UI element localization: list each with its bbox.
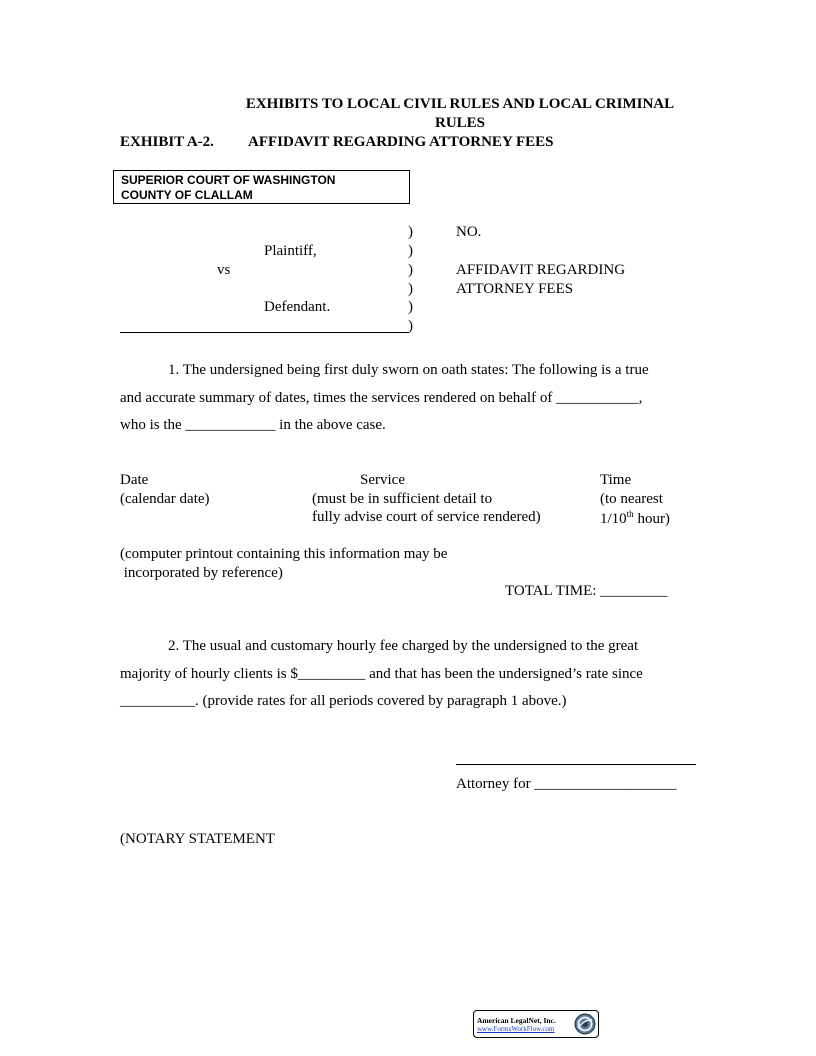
paragraph-2-line-2: majority of hourly clients is $_________ and that has been the undersigned’s rate since bbox=[120, 666, 643, 682]
exhibit-label: EXHIBIT A-2. bbox=[120, 134, 214, 150]
document-title-line-2: ATTORNEY FEES bbox=[456, 281, 574, 297]
caption-underline bbox=[120, 332, 409, 333]
exhibit-title: AFFIDAVIT REGARDING ATTORNEY FEES bbox=[248, 134, 554, 150]
defendant-label: Defendant. bbox=[264, 299, 331, 315]
caption-paren: ) bbox=[408, 318, 413, 334]
date-column-subheader: (calendar date) bbox=[120, 491, 210, 507]
caption-paren: ) bbox=[408, 262, 413, 278]
service-column-subheader-2: fully advise court of service rendered) bbox=[312, 509, 541, 525]
logo-url[interactable]: www.FormsWorkFlow.com bbox=[477, 1025, 555, 1033]
caption-paren: ) bbox=[408, 281, 413, 297]
time-column-subheader-2: 1/10th hour) bbox=[600, 509, 670, 527]
paragraph-1-line-1: 1. The undersigned being first duly sworn on oath states: The following is a true bbox=[168, 362, 649, 378]
time-column-subheader-1: (to nearest bbox=[600, 491, 663, 507]
signature-line[interactable] bbox=[456, 764, 696, 765]
printout-note-line-2: incorporated by reference) bbox=[120, 565, 283, 581]
paragraph-1-line-2: and accurate summary of dates, times the services rendered on behalf of ___________, bbox=[120, 390, 643, 406]
vs-label: vs bbox=[217, 262, 231, 278]
caption-paren: ) bbox=[408, 224, 413, 240]
court-line-1: SUPERIOR COURT OF WASHINGTON bbox=[121, 173, 336, 187]
attorney-for-field[interactable]: Attorney for ___________________ bbox=[456, 776, 677, 792]
notary-statement: (NOTARY STATEMENT bbox=[120, 831, 275, 847]
court-box bbox=[113, 170, 410, 204]
printout-note-line-1: (computer printout containing this information may be bbox=[120, 546, 448, 562]
paragraph-1-line-3: who is the ____________ in the above case. bbox=[120, 417, 386, 433]
document-title-line-1: AFFIDAVIT REGARDING bbox=[456, 262, 626, 278]
service-column-subheader-1: (must be in sufficient detail to bbox=[312, 491, 493, 507]
total-time-field[interactable]: TOTAL TIME: _________ bbox=[505, 583, 668, 599]
date-column-header: Date bbox=[120, 472, 149, 488]
title-line-2: RULES bbox=[434, 115, 486, 131]
globe-logo-icon bbox=[574, 1013, 596, 1035]
paragraph-2-line-1: 2. The usual and customary hourly fee charged by the undersigned to the great bbox=[168, 638, 639, 654]
time-column-header: Time bbox=[600, 472, 632, 488]
court-line-2: COUNTY OF CLALLAM bbox=[121, 188, 253, 202]
footer-logo[interactable] bbox=[473, 1010, 599, 1038]
case-number-label: NO. bbox=[456, 224, 482, 240]
caption-paren: ) bbox=[408, 243, 413, 259]
plaintiff-label: Plaintiff, bbox=[264, 243, 317, 259]
service-column-header: Service bbox=[360, 472, 405, 488]
paragraph-2-line-3: __________. (provide rates for all periods covered by paragraph 1 above.) bbox=[120, 693, 567, 709]
title-line-1: EXHIBITS TO LOCAL CIVIL RULES AND LOCAL CRIMINAL bbox=[245, 96, 675, 112]
logo-company-name: American LegalNet, Inc. bbox=[477, 1016, 556, 1025]
caption-paren: ) bbox=[408, 299, 413, 315]
